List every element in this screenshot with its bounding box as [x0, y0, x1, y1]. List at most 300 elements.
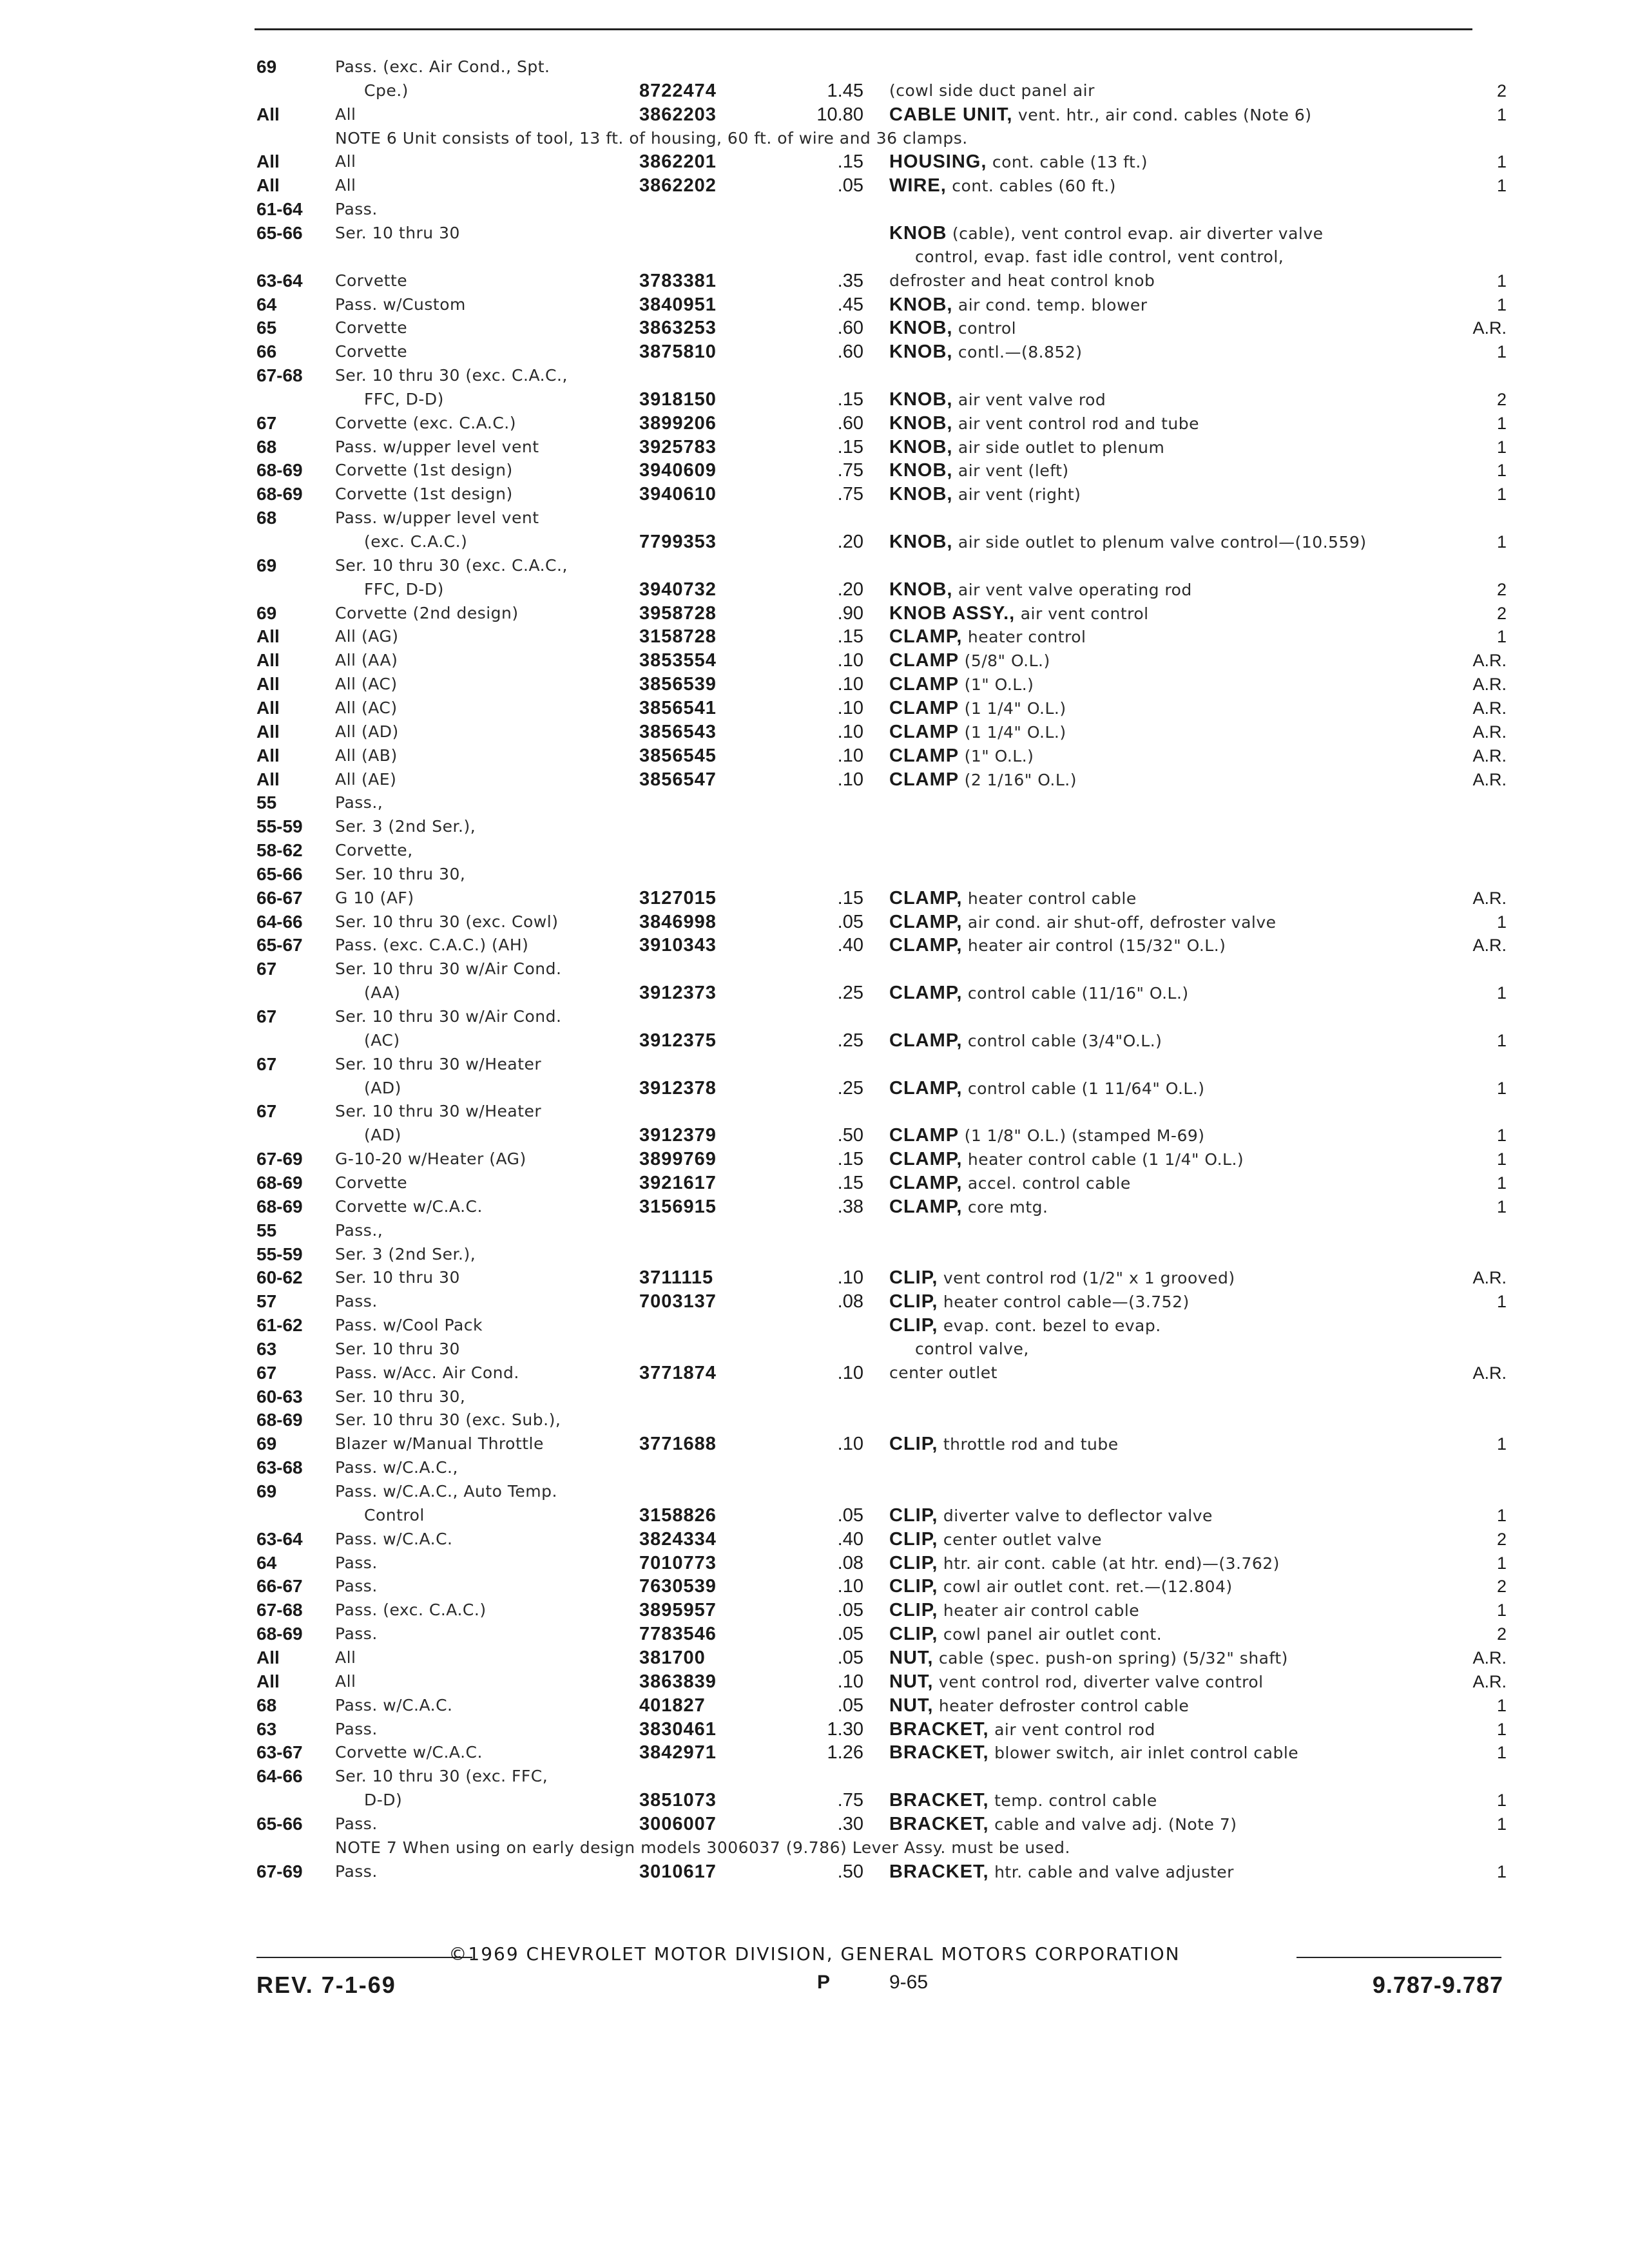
part-detail: (1" O.L.)	[964, 746, 1034, 765]
model-year: 67	[256, 1006, 277, 1026]
part-number: 3875810	[639, 341, 717, 363]
part-row	[0, 1599, 1629, 1622]
part-name: CLIP,	[889, 1528, 938, 1550]
part-detail: air side outlet to plenum valve control—(10.559)	[958, 533, 1367, 552]
part-number: 3158826	[639, 1504, 717, 1526]
part-row	[0, 1432, 1629, 1456]
part-row	[0, 768, 1629, 791]
part-detail: heater control cable (1 1/4" O.L.)	[967, 1150, 1244, 1169]
list-price: .08	[837, 1552, 863, 1573]
part-description	[889, 1670, 1264, 1694]
model-application: Ser. 10 thru 30 (exc. C.A.C.,	[335, 366, 568, 385]
part-number: 3899769	[639, 1149, 717, 1170]
model-year: 69	[256, 1434, 277, 1454]
part-number: 7630539	[639, 1576, 717, 1597]
part-row	[0, 649, 1629, 672]
part-detail: control cable (1 11/64" O.L.)	[967, 1079, 1205, 1098]
model-application: All (AG)	[335, 627, 399, 646]
part-row	[0, 388, 1629, 411]
quantity: A.R.	[1472, 651, 1507, 671]
part-detail: air vent (left)	[958, 461, 1069, 481]
part-number: 3856541	[639, 697, 717, 718]
part-number: 3840951	[639, 294, 717, 315]
model-application: All (AD)	[335, 722, 399, 741]
part-row	[0, 150, 1629, 173]
part-name: BRACKET,	[889, 1718, 989, 1740]
part-row	[0, 1408, 1629, 1432]
part-row	[0, 1195, 1629, 1218]
part-row	[0, 459, 1629, 482]
part-description	[889, 625, 1086, 649]
quantity: 1	[1496, 1292, 1507, 1312]
model-application: Ser. 10 thru 30,	[335, 864, 466, 883]
part-description	[889, 578, 1192, 602]
quantity: A.R.	[1472, 1671, 1507, 1691]
part-detail: heater air control (15/32" O.L.)	[967, 936, 1226, 956]
quantity: A.R.	[1472, 1268, 1507, 1288]
list-price: .15	[837, 1172, 863, 1193]
model-year: 64	[256, 1552, 277, 1573]
model-year: 63-67	[256, 1742, 303, 1763]
model-application: Pass. w/Acc. Air Cond.	[335, 1363, 519, 1382]
model-year: 60-63	[256, 1386, 303, 1407]
part-name: CLAMP,	[889, 911, 963, 932]
part-description	[889, 1812, 1237, 1836]
quantity: A.R.	[1472, 1363, 1507, 1383]
list-price: .05	[837, 1504, 863, 1526]
part-description	[889, 1575, 1233, 1599]
quantity: 1	[1496, 342, 1507, 362]
list-price: .75	[837, 1790, 863, 1811]
part-name: KNOB,	[889, 341, 953, 363]
model-application: Ser. 10 thru 30 (exc. Cowl)	[335, 912, 559, 931]
part-row	[0, 1670, 1629, 1693]
model-application: All (AC)	[335, 675, 398, 694]
part-row	[0, 1694, 1629, 1717]
part-name: CABLE UNIT,	[889, 104, 1013, 125]
list-price: .10	[837, 1671, 863, 1692]
part-row	[0, 887, 1629, 910]
model-year: 58-62	[256, 840, 303, 861]
model-application: Pass.	[335, 1292, 378, 1311]
part-row	[0, 174, 1629, 197]
part-name: CLIP,	[889, 1552, 938, 1573]
part-description	[889, 981, 1189, 1005]
part-detail: center outlet valve	[943, 1530, 1102, 1549]
list-price: .20	[837, 579, 863, 600]
quantity: 1	[1496, 1861, 1507, 1881]
part-number: 3918150	[639, 389, 717, 410]
quantity: 1	[1496, 485, 1507, 505]
model-year: 68-69	[256, 1172, 303, 1193]
model-year: 68-69	[256, 460, 303, 481]
model-application: Corvette (2nd design)	[335, 603, 519, 622]
part-description	[889, 269, 1155, 293]
part-name: CLIP,	[889, 1267, 938, 1289]
part-row	[0, 1456, 1629, 1479]
part-description	[889, 1718, 1155, 1742]
part-name: CLAMP,	[889, 1196, 963, 1217]
quantity: 1	[1496, 413, 1507, 433]
model-year: All	[256, 1671, 280, 1691]
part-row	[0, 1741, 1629, 1764]
part-detail: heater control cable—(3.752)	[943, 1293, 1190, 1312]
model-application: Ser. 10 thru 30 (exc. C.A.C.,	[335, 555, 568, 575]
part-number: 3863839	[639, 1671, 717, 1692]
model-application: Corvette	[335, 342, 408, 361]
model-application: Ser. 3 (2nd Ser.),	[335, 1244, 476, 1264]
quantity: 2	[1496, 579, 1507, 599]
model-application: Pass. (exc. C.A.C.) (AH)	[335, 936, 529, 955]
part-name: NUT,	[889, 1647, 934, 1668]
part-name: BRACKET,	[889, 1790, 989, 1811]
part-name: BRACKET,	[889, 1742, 989, 1763]
model-application-continued: D-D)	[364, 1791, 403, 1810]
part-number: 3127015	[639, 887, 717, 908]
part-row	[0, 1005, 1629, 1028]
part-number: 3912378	[639, 1077, 717, 1099]
quantity: 1	[1496, 1149, 1507, 1169]
model-application: Corvette	[335, 271, 408, 290]
part-description	[889, 483, 1081, 506]
part-name: CLAMP	[889, 721, 959, 742]
part-detail: air cond. air shut-off, defroster valve	[967, 912, 1277, 932]
part-description	[889, 174, 1116, 198]
model-application: Pass.	[335, 1814, 378, 1833]
list-price: .25	[837, 983, 863, 1004]
part-name: KNOB,	[889, 412, 953, 434]
part-detail: (1 1/8" O.L.) (stamped M-69)	[964, 1126, 1205, 1146]
part-description	[889, 673, 1034, 697]
part-row	[0, 1860, 1629, 1883]
part-row	[0, 578, 1629, 601]
part-detail: cowl panel air outlet cont.	[943, 1625, 1162, 1644]
part-name: CLAMP	[889, 1125, 959, 1146]
part-name: CLIP,	[889, 1291, 938, 1312]
note-row	[0, 127, 1629, 150]
model-year: 68-69	[256, 484, 303, 505]
part-detail: heater air control cable	[943, 1601, 1140, 1620]
list-price: .05	[837, 1624, 863, 1645]
model-year: 65-66	[256, 1813, 303, 1834]
model-year: 66-67	[256, 1576, 303, 1597]
model-application: All	[335, 176, 356, 195]
part-row	[0, 1552, 1629, 1575]
part-description	[889, 602, 1149, 626]
model-application: All	[335, 152, 356, 171]
part-row	[0, 910, 1629, 934]
part-number: 8722474	[639, 80, 717, 101]
model-year: All	[256, 626, 280, 647]
part-row	[0, 269, 1629, 293]
model-year: 63	[256, 1338, 277, 1359]
part-description	[889, 934, 1226, 957]
model-application: G-10-20 w/Heater (AG)	[335, 1149, 526, 1169]
list-price: .40	[837, 1528, 863, 1550]
part-number: 3830461	[639, 1718, 717, 1740]
quantity: 2	[1496, 603, 1507, 623]
list-price: .20	[837, 532, 863, 552]
part-number: 3899206	[639, 412, 717, 434]
part-row	[0, 1575, 1629, 1598]
model-application: Ser. 3 (2nd Ser.),	[335, 817, 476, 836]
model-year: 68-69	[256, 1410, 303, 1430]
part-row	[0, 316, 1629, 340]
model-application-continued: FFC, D-D)	[364, 579, 444, 599]
part-description	[889, 1552, 1280, 1575]
top-rule	[255, 28, 1472, 30]
part-number: 3910343	[639, 935, 717, 956]
quantity: 1	[1496, 294, 1507, 314]
model-application: Ser. 10 thru 30 (exc. Sub.),	[335, 1410, 561, 1430]
part-row	[0, 1646, 1629, 1669]
part-row	[0, 79, 1629, 102]
part-row	[0, 412, 1629, 435]
part-description-continued: control valve,	[915, 1339, 1029, 1358]
part-number: 3940609	[639, 460, 717, 481]
quantity: A.R.	[1472, 745, 1507, 765]
list-price: .05	[837, 1695, 863, 1716]
model-year: 69	[256, 57, 277, 77]
model-year: 64	[256, 294, 277, 314]
list-price: .38	[837, 1196, 863, 1217]
quantity: A.R.	[1472, 698, 1507, 718]
quantity: 1	[1496, 1078, 1507, 1098]
list-price: .10	[837, 1434, 863, 1455]
list-price: .15	[837, 436, 863, 457]
list-price: .10	[837, 674, 863, 695]
part-row	[0, 554, 1629, 577]
part-description	[889, 1195, 1048, 1219]
part-row	[0, 1314, 1629, 1337]
part-detail: diverter valve to deflector valve	[943, 1506, 1213, 1525]
part-row	[0, 1077, 1629, 1100]
part-name: CLAMP	[889, 745, 959, 766]
part-description	[889, 1290, 1190, 1314]
part-detail: core mtg.	[967, 1197, 1048, 1216]
quantity: 2	[1496, 389, 1507, 409]
part-description	[889, 388, 1106, 412]
model-year: 63	[256, 1718, 277, 1739]
part-row	[0, 1504, 1629, 1527]
part-name: KNOB,	[889, 294, 953, 315]
part-name: CLIP,	[889, 1600, 938, 1621]
model-year: 65	[256, 318, 277, 338]
part-description	[889, 340, 1083, 364]
model-application: All (AA)	[335, 651, 398, 670]
part-detail: heater defroster control cable	[938, 1696, 1190, 1715]
model-year: 55-59	[256, 816, 303, 837]
list-price: .35	[837, 270, 863, 291]
part-detail: (1 1/4" O.L.)	[964, 698, 1066, 718]
part-row	[0, 1124, 1629, 1147]
model-application: Pass.	[335, 1719, 378, 1738]
model-application: Pass.,	[335, 1220, 383, 1240]
part-number: 7010773	[639, 1552, 717, 1573]
list-price: .10	[837, 745, 863, 766]
part-number: 3895957	[639, 1600, 717, 1621]
list-price: .05	[837, 1600, 863, 1621]
part-detail: htr. air cont. cable (at htr. end)—(3.762)	[943, 1553, 1280, 1573]
part-description	[889, 1124, 1205, 1148]
list-price: 1.45	[827, 80, 863, 101]
part-row	[0, 55, 1629, 79]
part-description	[889, 1314, 1161, 1338]
part-detail: cont. cable (13 ft.)	[992, 153, 1148, 172]
part-number: 3940732	[639, 579, 717, 600]
part-detail: air vent valve rod	[958, 390, 1106, 409]
part-name: NUT,	[889, 1695, 934, 1716]
list-price: .05	[837, 911, 863, 932]
revision-date: REV. 7-1-69	[256, 1972, 396, 1998]
part-number: 381700	[639, 1647, 706, 1668]
model-year: 66	[256, 341, 277, 362]
model-application: Pass.,	[335, 793, 383, 812]
part-number: 3771874	[639, 1362, 717, 1383]
part-name: CLIP,	[889, 1624, 938, 1645]
note-row	[0, 1836, 1629, 1860]
part-detail: air vent valve operating rod	[958, 580, 1192, 599]
part-detail: heater control cable	[967, 889, 1137, 908]
model-year: 67-68	[256, 1600, 303, 1620]
part-number: 3824334	[639, 1528, 717, 1550]
part-detail: air vent (right)	[958, 485, 1081, 505]
list-price: .05	[837, 175, 863, 197]
part-description	[889, 1646, 1288, 1670]
part-name: CLAMP	[889, 650, 959, 671]
part-description	[889, 412, 1199, 436]
model-year: All	[256, 1647, 280, 1667]
part-detail: air vent control	[1020, 604, 1149, 623]
part-number: 3862202	[639, 175, 717, 197]
part-number: 3856543	[639, 721, 717, 742]
model-application-continued: FFC, D-D)	[364, 389, 444, 408]
part-number: 3940610	[639, 484, 717, 505]
part-row	[0, 364, 1629, 387]
model-application: Corvette (1st design)	[335, 485, 513, 504]
quantity: 1	[1496, 1814, 1507, 1834]
part-row	[0, 506, 1629, 530]
part-description	[889, 1171, 1131, 1195]
list-price: .15	[837, 1149, 863, 1170]
part-row	[0, 483, 1629, 506]
model-year: 68	[256, 508, 277, 528]
part-name: CLAMP	[889, 674, 959, 695]
model-application: Ser. 10 thru 30,	[335, 1387, 466, 1406]
part-name: CLAMP,	[889, 887, 963, 908]
part-name: CLIP,	[889, 1576, 938, 1597]
quantity: 1	[1496, 176, 1507, 196]
model-year: 67-69	[256, 1861, 303, 1881]
part-name: NUT,	[889, 1671, 934, 1692]
part-detail: cable (spec. push-on spring) (5/32" shaft)	[938, 1648, 1288, 1667]
model-application: Corvette	[335, 1173, 408, 1192]
part-number: 3912375	[639, 1030, 717, 1051]
quantity: 2	[1496, 81, 1507, 101]
part-description	[889, 459, 1069, 483]
part-description	[889, 1860, 1234, 1884]
quantity: 1	[1496, 1553, 1507, 1573]
list-price: .15	[837, 389, 863, 410]
part-description	[889, 1148, 1244, 1171]
list-price: .75	[837, 460, 863, 481]
list-price: .10	[837, 697, 863, 718]
model-year: 61-62	[256, 1315, 303, 1336]
model-application: Pass.	[335, 200, 378, 219]
list-price: .10	[837, 721, 863, 742]
list-price: .25	[837, 1030, 863, 1051]
list-price: .08	[837, 1291, 863, 1312]
model-application: Ser. 10 thru 30	[335, 1268, 460, 1287]
part-row	[0, 1718, 1629, 1741]
part-description	[889, 150, 1148, 174]
part-detail: vent. htr., air cond. cables (Note 6)	[1017, 105, 1312, 124]
model-application: Pass. w/C.A.C., Auto Temp.	[335, 1482, 557, 1501]
part-name: CLAMP	[889, 697, 959, 718]
part-description	[889, 1528, 1102, 1552]
model-year: 63-64	[256, 270, 303, 291]
part-number: 3863253	[639, 318, 717, 339]
part-description	[889, 887, 1137, 910]
part-description	[889, 1266, 1235, 1290]
part-number: 3853554	[639, 650, 717, 671]
part-row	[0, 1385, 1629, 1408]
part-name: KNOB,	[889, 460, 953, 481]
part-number: 3856547	[639, 769, 717, 790]
model-application: Pass. w/upper level vent	[335, 437, 539, 456]
model-year: 67	[256, 412, 277, 433]
model-year: 68-69	[256, 1624, 303, 1644]
part-name: CLAMP,	[889, 935, 963, 956]
part-row	[0, 1243, 1629, 1266]
model-application-continued: (AD)	[364, 1126, 401, 1145]
part-description	[889, 1622, 1162, 1646]
part-name: CLIP,	[889, 1315, 938, 1336]
part-number: 3156915	[639, 1196, 717, 1217]
list-price: 10.80	[816, 104, 863, 125]
list-price: 1.30	[827, 1718, 863, 1740]
list-price: 1.26	[827, 1742, 863, 1763]
list-price: .60	[837, 318, 863, 339]
model-application: Pass. w/C.A.C.	[335, 1695, 453, 1715]
part-row	[0, 103, 1629, 126]
model-year: All	[256, 104, 280, 124]
quantity: 2	[1496, 1624, 1507, 1644]
part-row	[0, 1338, 1629, 1361]
part-description	[889, 649, 1050, 673]
part-name: CLAMP,	[889, 1030, 963, 1051]
model-year: All	[256, 697, 280, 718]
model-year: 69	[256, 1481, 277, 1501]
part-detail: air side outlet to plenum	[958, 437, 1165, 457]
model-year: 67	[256, 1101, 277, 1122]
model-year: 65-66	[256, 863, 303, 884]
part-row	[0, 1528, 1629, 1551]
model-year: All	[256, 674, 280, 695]
list-price: .10	[837, 650, 863, 671]
model-application: Corvette (exc. C.A.C.)	[335, 413, 516, 432]
part-number: 401827	[639, 1695, 706, 1716]
quantity: A.R.	[1472, 675, 1507, 695]
part-row	[0, 1148, 1629, 1171]
model-application: All	[335, 1671, 356, 1691]
part-row	[0, 602, 1629, 625]
part-detail: throttle rod and tube	[943, 1435, 1119, 1454]
part-detail: control cable (3/4"O.L.)	[967, 1031, 1162, 1050]
quantity: 1	[1496, 627, 1507, 647]
part-name: CLIP,	[889, 1434, 938, 1455]
part-description	[889, 910, 1277, 934]
